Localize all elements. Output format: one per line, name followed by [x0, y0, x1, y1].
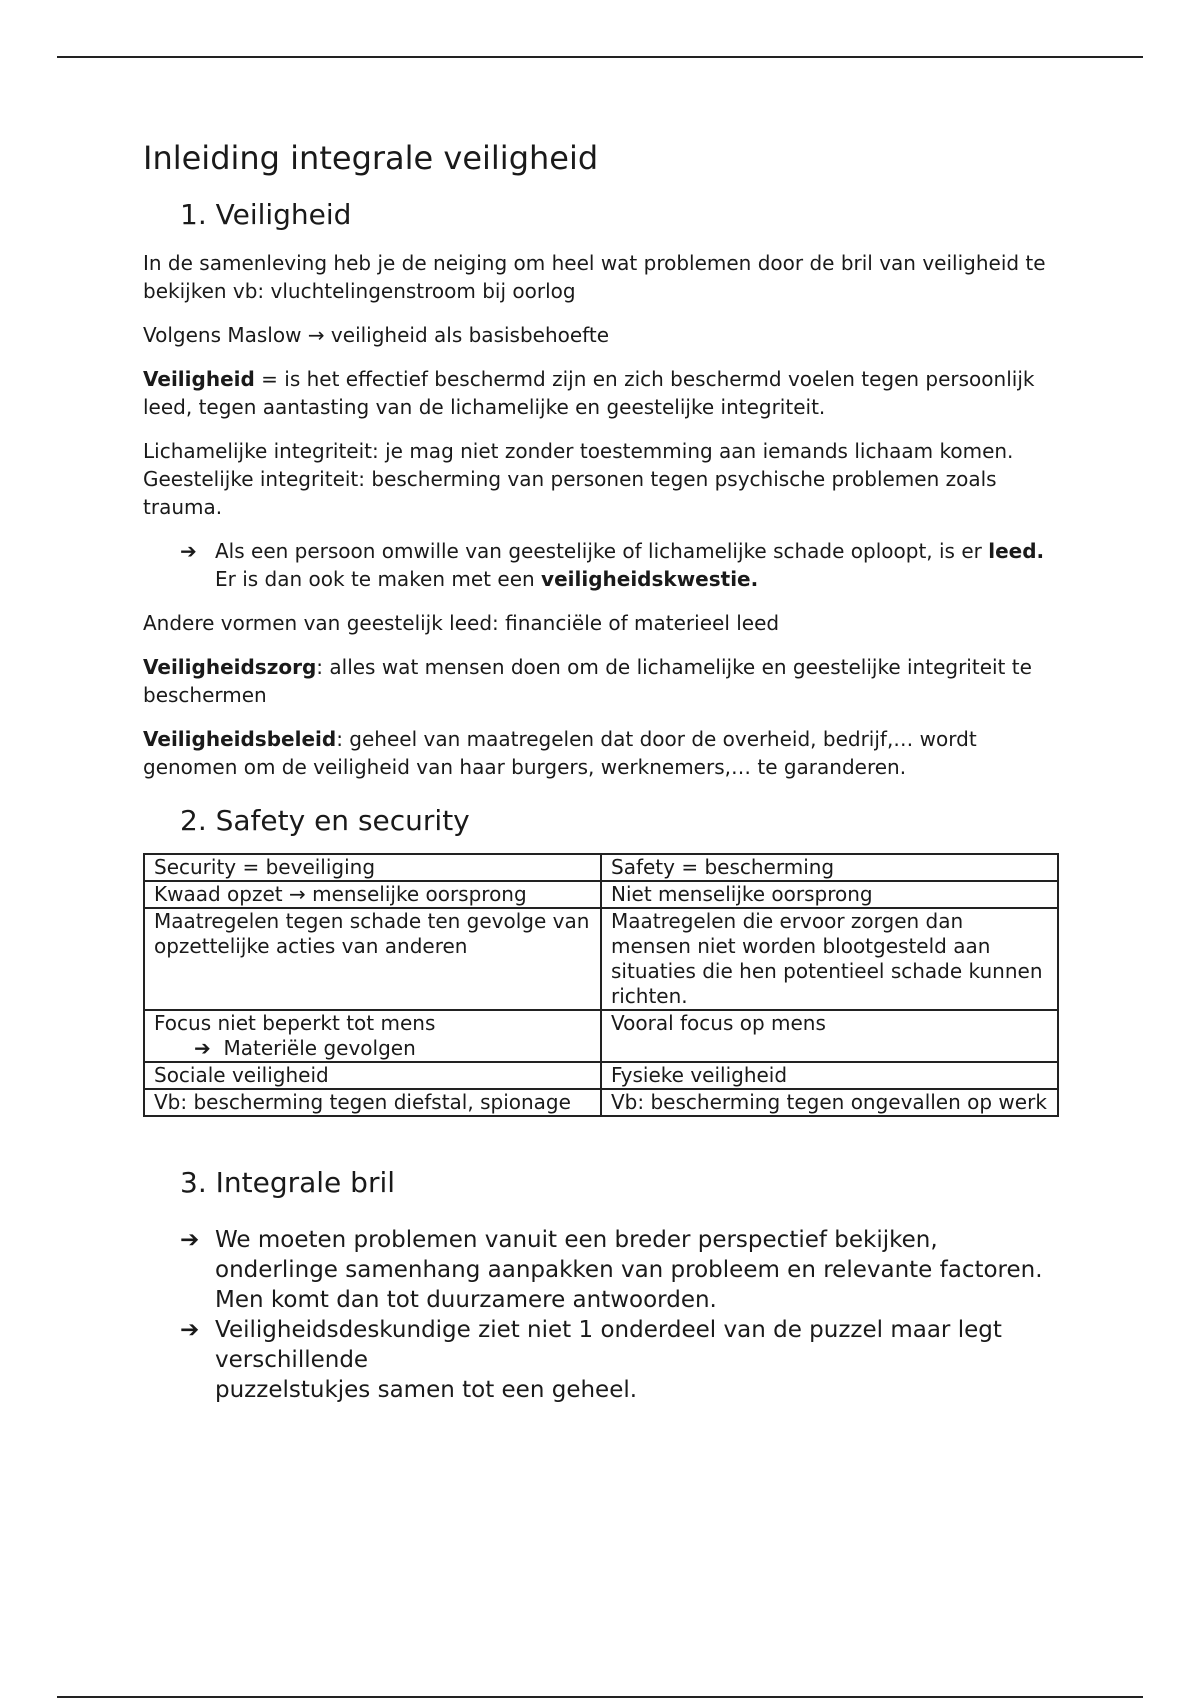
term: Veiligheidszorg: [143, 654, 317, 679]
paragraph: Andere vormen van geestelijk leed: financiële of materieel leed: [143, 610, 780, 635]
comparison-table: [143, 853, 1059, 1117]
paragraph: Lichamelijke integriteit: je mag niet zonder toestemming aan iemands lichaam komen. Geestelijke integriteit: bescherming van personen tegen psychische problemen zoals trauma.: [143, 438, 1014, 519]
bullet-list: [143, 1225, 1063, 1405]
section-heading-integrale-bril: 3. Integrale bril: [180, 1166, 396, 1200]
table-cell: Security = beveiliging: [144, 854, 601, 881]
table-cell: Vooral focus op mens: [601, 1010, 1058, 1062]
table-cell: Niet menselijke oorsprong: [601, 881, 1058, 908]
table-cell: Maatregelen die ervoor zorgen dan mensen niet worden blootgesteld aan situaties die hen potentieel schade kunnen richten.: [601, 908, 1058, 1010]
paragraph: Volgens Maslow → veiligheid als basisbehoefte: [143, 322, 610, 347]
table-row: [144, 854, 1058, 881]
table-cell: Vb: bescherming tegen ongevallen op werk: [601, 1089, 1058, 1116]
table-cell: Safety = bescherming: [601, 854, 1058, 881]
document-body: [143, 140, 1063, 1405]
table-row: [144, 908, 1058, 1010]
table-cell: Kwaad opzet → menselijke oorsprong: [144, 881, 601, 908]
arrow-bullet-icon: ➔: [180, 1317, 200, 1344]
header-rule: [57, 56, 1143, 58]
list-item: ➔ Als een persoon omwille van geestelijke of lichamelijke schade oploopt, is er leed. Er is dan ook te maken met een veiligheidskwestie.: [180, 538, 1045, 591]
table-row: [144, 881, 1058, 908]
table-cell: Sociale veiligheid: [144, 1062, 601, 1089]
section-heading-veiligheid: 1. Veiligheid: [180, 197, 352, 231]
arrow-bullet-icon: ➔: [194, 1036, 211, 1061]
arrow-bullet-icon: ➔: [180, 1227, 200, 1254]
footer-rule: [57, 1696, 1143, 1698]
section-heading-safety-security: 2. Safety en security: [180, 803, 470, 837]
table-row: [144, 1089, 1058, 1116]
term: Veiligheid: [143, 366, 255, 391]
document-title: Inleiding integrale veiligheid: [143, 139, 599, 177]
list-item: ➔ Veiligheidsdeskundige ziet niet 1 onderdeel van de puzzel maar legt verschillende puzzelstukjes samen tot een geheel.: [180, 1317, 1002, 1404]
paragraph-definition-veiligheidsbeleid: Veiligheidsbeleid: geheel van maatregelen dat door de overheid, bedrijf,… wordt genomen om de veiligheid van haar burgers, werknemers,… te garanderen.: [143, 726, 977, 779]
paragraph-definition-veiligheid: Veiligheid = is het effectief beschermd zijn en zich beschermd voelen tegen persoonlijk leed, tegen aantasting van de lichamelijke en geestelijke integriteit.: [143, 366, 1035, 419]
list-item: ➔ We moeten problemen vanuit een breder perspectief bekijken, onderlinge samenhang aanpakken van probleem en relevante factoren. Men komt dan tot duurzamere antwoorden.: [180, 1227, 1043, 1314]
table-cell: Focus niet beperkt tot mens ➔ Materiële gevolgen: [144, 1010, 601, 1062]
arrow-bullet-icon: ➔: [180, 538, 197, 563]
table-row: [144, 1062, 1058, 1089]
term: Veiligheidsbeleid: [143, 726, 337, 751]
table-cell: Fysieke veiligheid: [601, 1062, 1058, 1089]
table-cell: Vb: bescherming tegen diefstal, spionage: [144, 1089, 601, 1116]
paragraph-definition-veiligheidszorg: Veiligheidszorg: alles wat mensen doen om de lichamelijke en geestelijke integriteit te beschermen: [143, 654, 1032, 707]
table-row: [144, 1010, 1058, 1062]
table-cell: Maatregelen tegen schade ten gevolge van opzettelijke acties van anderen: [144, 908, 601, 1010]
paragraph: In de samenleving heb je de neiging om heel wat problemen door de bril van veiligheid te bekijken vb: vluchtelingenstroom bij oorlog: [143, 250, 1046, 303]
